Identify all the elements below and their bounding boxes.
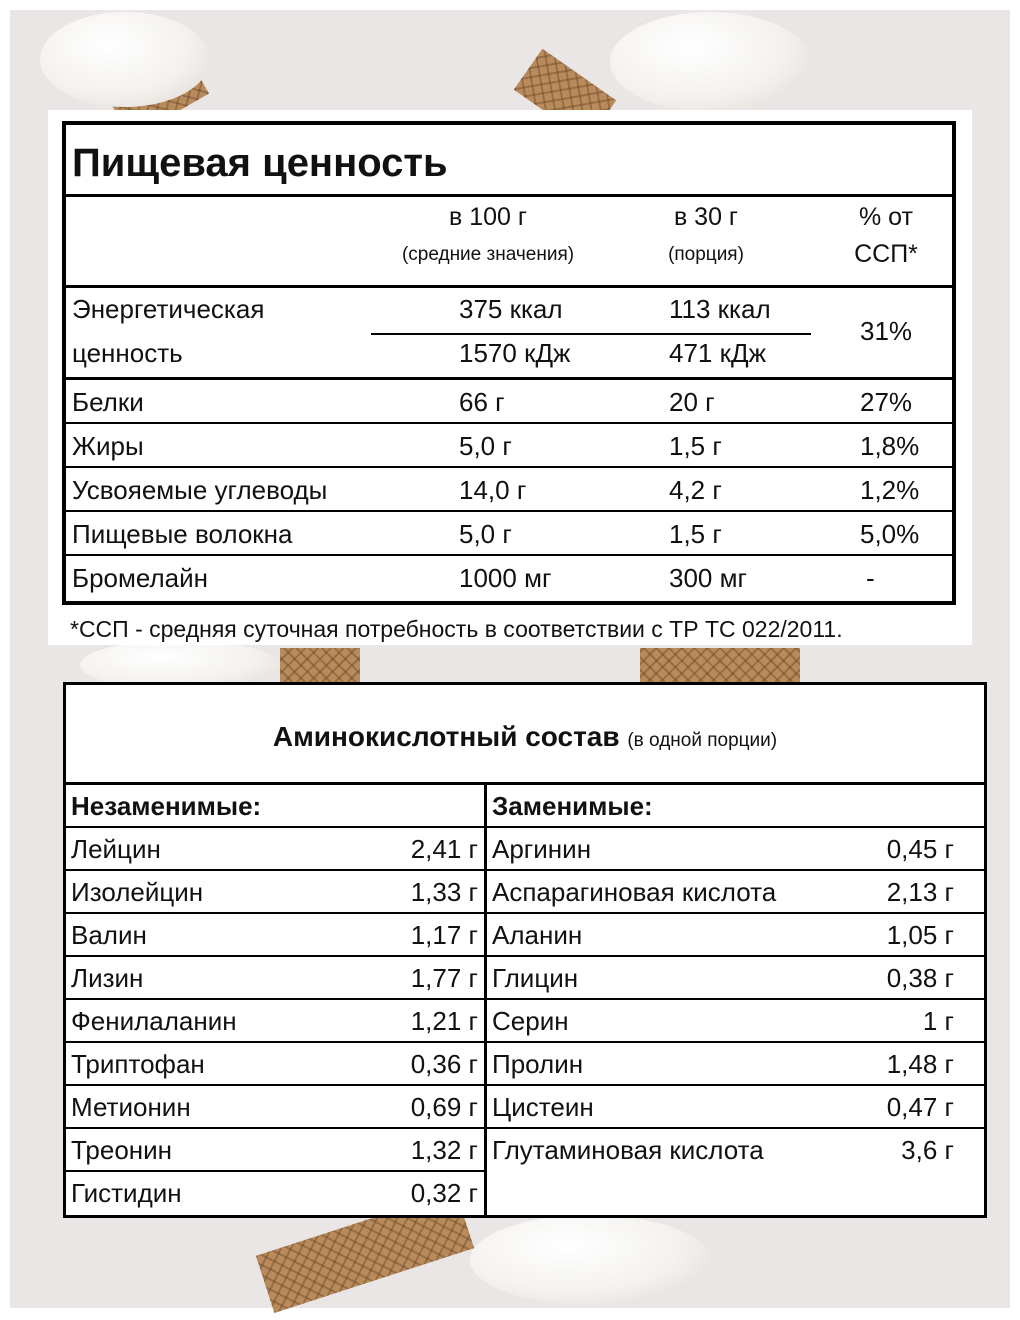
amino-value: 0,69 г	[410, 1092, 478, 1122]
energy-kj-30: 471 кДж	[669, 338, 766, 368]
header-main: в 100 г	[448, 203, 527, 231]
amino-name: Глутаминовая кислота	[492, 1135, 764, 1165]
amino-value: 0,32 г	[410, 1178, 478, 1208]
energy-row	[66, 288, 952, 380]
amino-value: 1 г	[922, 1006, 954, 1036]
row-label: Усвояемые углеводы	[72, 475, 328, 505]
row-per100: 1000 мг	[459, 563, 552, 593]
nutrition-header-row	[66, 197, 952, 288]
header-sub: (средние значения)	[401, 244, 575, 265]
row-per30: 300 мг	[669, 563, 747, 593]
list-item	[66, 871, 484, 914]
footnote: *ССП - средняя суточная потребность в соответствии с ТР ТС 022/2011.	[70, 616, 843, 642]
nonessential-column	[487, 785, 984, 1215]
amino-name: Лейцин	[71, 834, 161, 864]
amino-name: Аспарагиновая кислота	[492, 877, 777, 907]
row-per30: 1,5 г	[669, 431, 722, 461]
list-item	[487, 957, 984, 1000]
amino-name: Триптофан	[71, 1049, 205, 1079]
divider	[371, 333, 811, 335]
amino-value: 1,17 г	[410, 920, 478, 950]
energy-kcal-30: 113 ккал	[669, 294, 771, 324]
row-per100: 5,0 г	[459, 519, 512, 549]
row-percent: 27%	[860, 387, 913, 417]
amino-name: Гистидин	[71, 1178, 182, 1208]
header-sub: ССП*	[854, 240, 918, 268]
list-item	[66, 1129, 484, 1172]
list-item	[66, 914, 484, 957]
table-row	[66, 380, 952, 424]
list-item	[66, 1086, 484, 1129]
energy-percent: 31%	[860, 316, 913, 346]
amino-value: 2,13 г	[886, 877, 954, 907]
row-percent: 1,8%	[860, 431, 920, 461]
amino-title-text: Аминокислотный состав	[272, 721, 620, 752]
list-item	[66, 957, 484, 1000]
amino-value: 0,38 г	[886, 963, 954, 993]
amino-name: Серин	[492, 1006, 569, 1036]
table-row	[66, 468, 952, 512]
essential-column	[66, 785, 487, 1215]
row-percent: 5,0%	[860, 519, 920, 549]
row-label: Пищевые волокна	[72, 519, 293, 549]
list-item	[66, 1000, 484, 1043]
list-item	[66, 828, 484, 871]
row-percent: 1,2%	[860, 475, 920, 505]
amino-value: 3,6 г	[901, 1135, 954, 1165]
list-item	[487, 914, 984, 957]
row-per30: 1,5 г	[669, 519, 722, 549]
header-per-30	[636, 203, 776, 266]
list-item	[66, 1172, 484, 1215]
amino-name: Изолейцин	[71, 877, 204, 907]
amino-value: 1,48 г	[886, 1049, 954, 1079]
row-label: Бромелайн	[72, 563, 208, 593]
essential-header	[66, 785, 484, 828]
nutrition-title: Пищевая ценность	[66, 125, 952, 197]
header-percent	[826, 203, 946, 269]
amino-name: Фенилаланин	[71, 1006, 237, 1036]
amino-name: Цистеин	[492, 1092, 594, 1122]
amino-value: 2,41 г	[410, 834, 478, 864]
table-row	[66, 424, 952, 468]
row-per30: 20 г	[669, 387, 715, 417]
amino-name: Треонин	[71, 1135, 173, 1165]
amino-value: 1,05 г	[886, 920, 954, 950]
amino-value: 1,77 г	[410, 963, 478, 993]
amino-title	[66, 685, 984, 785]
amino-value: 1,32 г	[410, 1135, 478, 1165]
nonessential-header	[487, 785, 984, 828]
amino-value: 1,21 г	[410, 1006, 478, 1036]
amino-name: Аланин	[492, 920, 583, 950]
list-item	[487, 1086, 984, 1129]
row-per100: 5,0 г	[459, 431, 512, 461]
amino-name: Метионин	[71, 1092, 191, 1122]
amino-table	[63, 682, 987, 1218]
header-per-100	[378, 203, 598, 266]
amino-subtitle: (в одной порции)	[627, 730, 778, 751]
energy-label: ценность	[72, 338, 183, 368]
row-label: Жиры	[72, 431, 144, 461]
energy-kcal-100: 375 ккал	[459, 294, 563, 324]
amino-value: 0,45 г	[886, 834, 954, 864]
amino-value: 1,33 г	[410, 877, 478, 907]
list-item	[487, 1043, 984, 1086]
amino-value: 0,36 г	[410, 1049, 478, 1079]
energy-label: Энергетическая	[72, 294, 265, 324]
row-per100: 66 г	[459, 387, 505, 417]
table-row	[66, 556, 952, 600]
nutrition-table	[62, 121, 956, 605]
row-percent: -	[866, 563, 875, 593]
row-label: Белки	[72, 387, 144, 417]
list-item	[487, 1000, 984, 1043]
column-header: Заменимые:	[492, 791, 653, 821]
amino-value: 0,47 г	[886, 1092, 954, 1122]
list-item	[66, 1043, 484, 1086]
amino-name: Пролин	[492, 1049, 584, 1079]
amino-name: Лизин	[71, 963, 144, 993]
header-sub: (порция)	[668, 244, 744, 265]
header-main: в 30 г	[673, 203, 739, 231]
table-row	[66, 512, 952, 556]
header-main: % от	[859, 203, 913, 231]
list-item	[487, 871, 984, 914]
row-per100: 14,0 г	[459, 475, 527, 505]
amino-name: Валин	[71, 920, 147, 950]
amino-name: Глицин	[492, 963, 579, 993]
column-header: Незаменимые:	[71, 791, 262, 821]
list-item	[487, 1129, 984, 1172]
row-per30: 4,2 г	[669, 475, 722, 505]
energy-kj-100: 1570 кДж	[459, 338, 571, 368]
amino-name: Аргинин	[492, 834, 592, 864]
list-item	[487, 828, 984, 871]
